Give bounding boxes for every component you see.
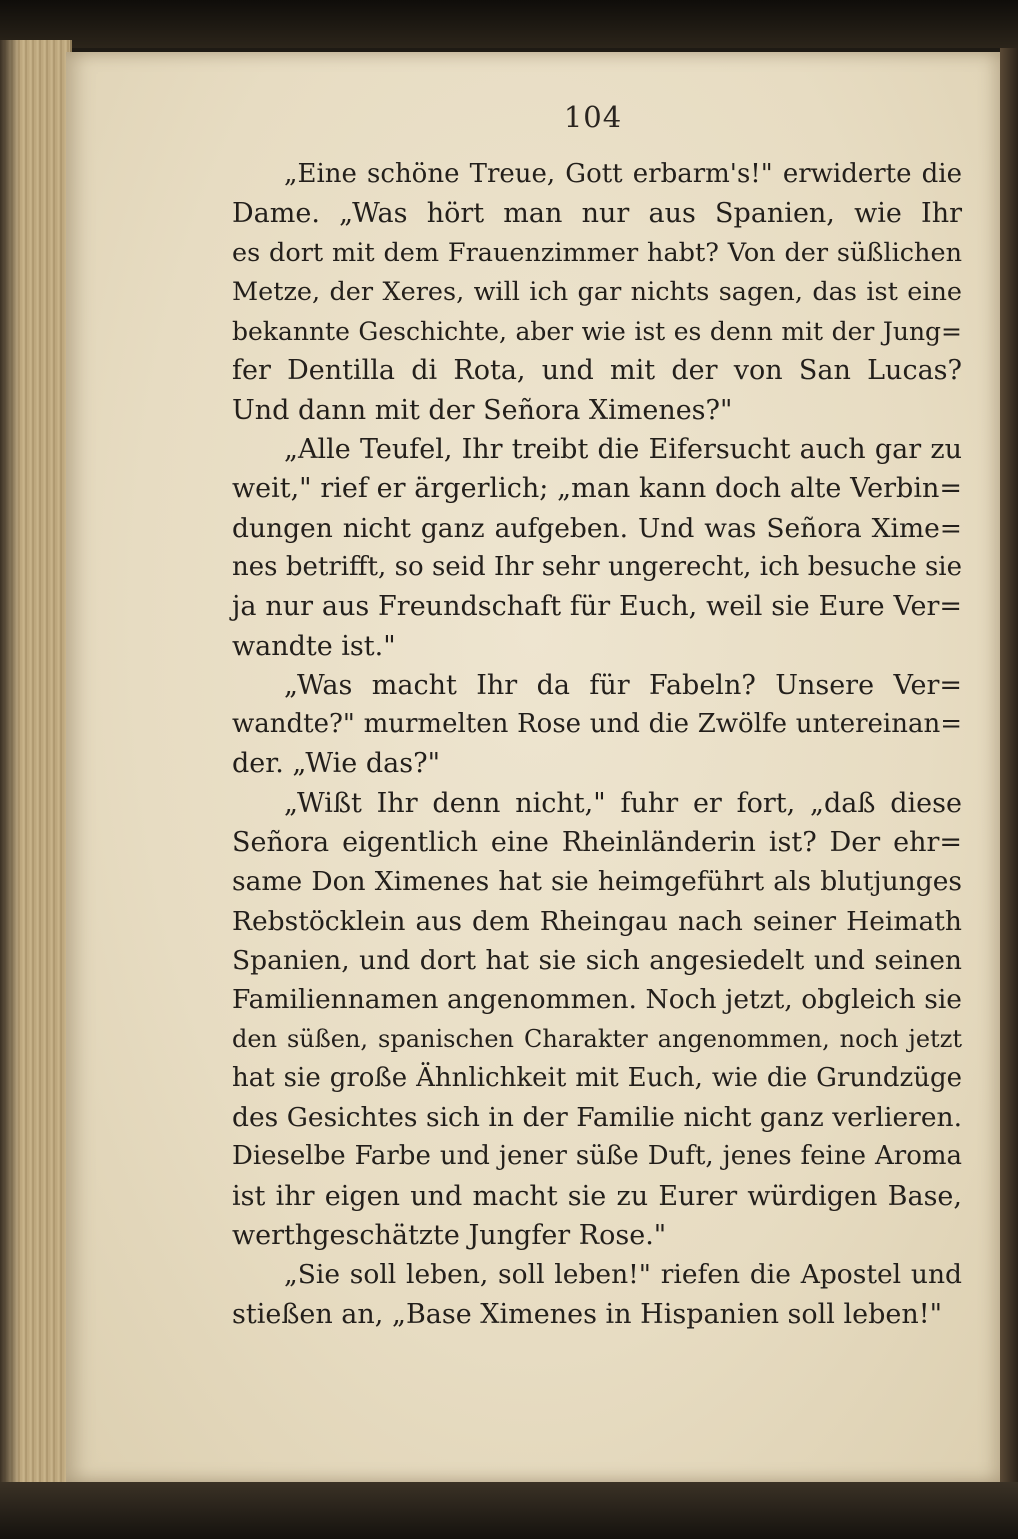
text-line: „Wißt Ihr denn nicht," fuhr er fort, „daß diese — [284, 787, 962, 819]
text-line: fer Dentilla di Rota, und mit der von San Lucas? — [232, 355, 962, 387]
text-line: weit," rief er ärgerlich; „man kann doch alte Verbin= — [232, 473, 962, 505]
text-line: Metze, der Xeres, will ich gar nichts sagen, das ist eine — [232, 276, 962, 307]
text-line: ja nur aus Freundschaft für Euch, weil sie Eure Ver= — [232, 591, 962, 623]
top-edge — [0, 0, 1018, 48]
text-line: Und dann mit der Señora Ximenes?" — [232, 394, 733, 426]
text-line: es dort mit dem Frauenzimmer habt? Von der süßlichen — [232, 237, 962, 268]
body-text — [232, 155, 962, 1334]
text-line: wandte?" murmelten Rose und die Zwölfe untereinan= — [232, 709, 962, 740]
text-line: werthgeschätzte Jungfer Rose." — [232, 1220, 667, 1252]
text-line: „Alle Teufel, Ihr treibt die Eifersucht auch gar zu — [284, 434, 962, 466]
text-line: der. „Wie das?" — [232, 748, 440, 780]
text-line: ist ihr eigen und macht sie zu Eurer würdigen Base, — [232, 1180, 962, 1212]
text-line: Dieselbe Farbe und jener süße Duft, jenes feine Aroma — [232, 1141, 962, 1172]
binding-strip — [1000, 48, 1018, 1488]
text-line: „Was macht Ihr da für Fabeln? Unsere Ver= — [284, 669, 962, 701]
text-line: des Gesichtes sich in der Familie nicht ganz verlieren. — [232, 1102, 962, 1134]
page-edges-shadow — [0, 40, 20, 1500]
text-line: Señora eigentlich eine Rheinländerin ist? Der ehr= — [232, 827, 962, 859]
text-line: „Sie soll leben, soll leben!" riefen die Apostel und — [284, 1259, 962, 1291]
text-line: Dame. „Was hört man nur aus Spanien, wie Ihr — [232, 198, 962, 230]
text-line: wandte ist." — [232, 630, 396, 662]
text-line: same Don Ximenes hat sie heimgeführt als blutjunges — [232, 866, 962, 898]
text-line: Familiennamen angenommen. Noch jetzt, obgleich sie — [232, 984, 962, 1016]
bottom-edge — [0, 1482, 1018, 1539]
text-line: nes betrifft, so seid Ihr sehr ungerecht, ich besuche sie — [232, 551, 962, 582]
text-line: bekannte Geschichte, aber wie ist es denn mit der Jung= — [232, 317, 962, 347]
text-line: dungen nicht ganz aufgeben. Und was Señora Xime= — [232, 512, 962, 544]
page-number: 104 — [563, 100, 623, 134]
text-line: stießen an, „Base Ximenes in Hispanien soll leben!" — [232, 1298, 943, 1330]
text-line: Rebstöcklein aus dem Rheingau nach seiner Heimath — [232, 905, 962, 937]
text-line: „Eine schöne Treue, Gott erbarm's!" erwiderte die — [284, 159, 962, 189]
text-line: Spanien, und dort hat sie sich angesiedelt und seinen — [232, 944, 962, 976]
text-line: den süßen, spanischen Charakter angenommen, noch jetzt — [232, 1024, 962, 1053]
text-line: hat sie große Ähnlichkeit mit Euch, wie die Grundzüge — [232, 1062, 962, 1093]
